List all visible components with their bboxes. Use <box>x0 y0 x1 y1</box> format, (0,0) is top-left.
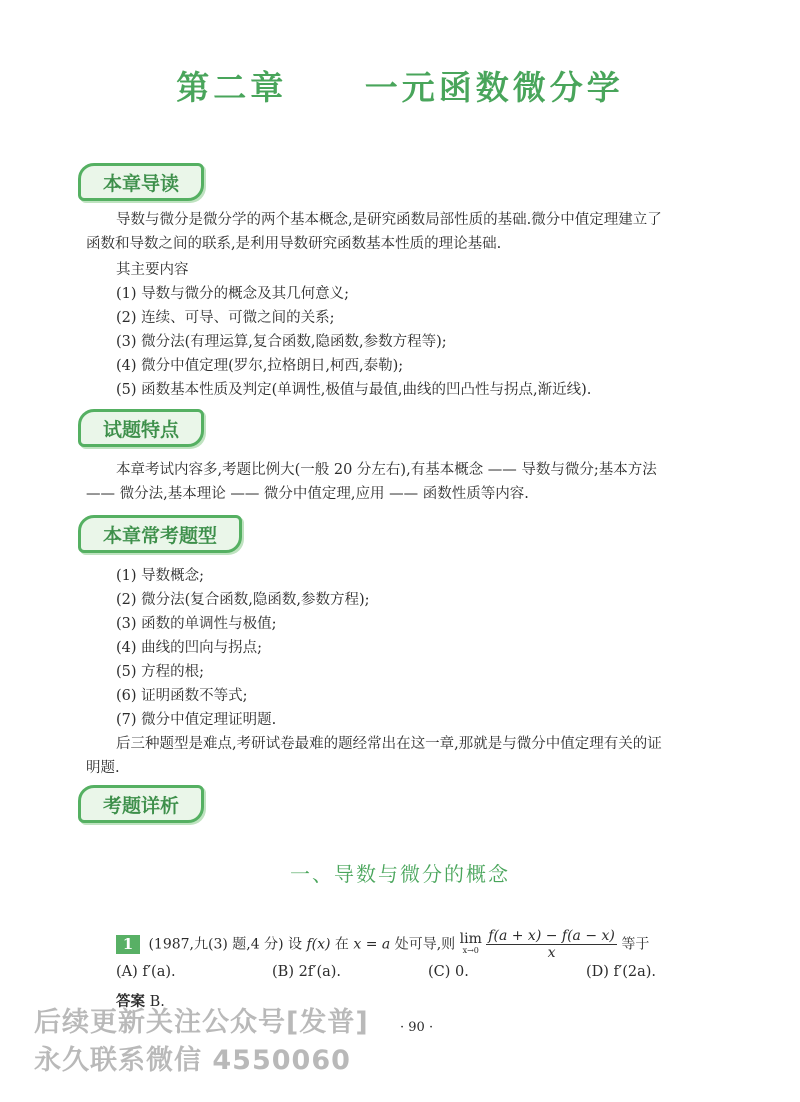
question-function: f(x) <box>306 936 331 953</box>
limit-label: lim <box>459 930 482 947</box>
section-heading: 一、导数与微分的概念 <box>290 862 510 886</box>
guide-item: (2) 连续、可导、可微之间的关系; <box>116 310 335 326</box>
types-note-line-1: 后三种题型是难点,考研试卷最难的题经常出在这一章,那就是与微分中值定理有关的证 <box>116 736 662 752</box>
banner-exam-features <box>78 410 204 446</box>
banner-label: 考题详析 <box>78 785 204 823</box>
answer-value: B. <box>149 994 165 1010</box>
question-tail: 等于 <box>621 936 650 953</box>
banner-label: 试题特点 <box>78 409 204 447</box>
type-item: (5) 方程的根; <box>116 664 205 680</box>
type-item: (3) 函数的单调性与极值; <box>116 616 277 632</box>
type-item: (6) 证明函数不等式; <box>116 688 248 704</box>
guide-item: (1) 导数与微分的概念及其几何意义; <box>116 286 350 302</box>
watermark-line-2: 永久联系微信 4550060 <box>34 1045 351 1076</box>
type-item: (1) 导数概念; <box>116 568 205 584</box>
banner-common-question-types <box>78 516 242 552</box>
guide-main-label: 其主要内容 <box>116 262 189 278</box>
limit-fraction <box>486 928 617 961</box>
question-condition: x = a <box>353 936 391 953</box>
guide-intro-line-2: 函数和导数之间的联系,是利用导数研究函数基本性质的理论基础. <box>86 236 502 252</box>
limit-subscript: x→0 <box>462 945 479 955</box>
question-text: 在 <box>334 936 349 953</box>
banner-question-analysis <box>78 786 204 822</box>
watermark-line-1: 后续更新关注公众号[发普] <box>34 1007 369 1038</box>
banner-label: 本章导读 <box>78 163 204 201</box>
chapter-title: 第二章 一元函数微分学 <box>176 68 624 107</box>
type-item: (4) 曲线的凹向与拐点; <box>116 640 263 656</box>
guide-intro-line-1: 导数与微分是微分学的两个基本概念,是研究函数局部性质的基础.微分中值定理建立了 <box>116 212 662 228</box>
option-a: (A) f′(a). <box>116 964 176 980</box>
type-item: (7) 微分中值定理证明题. <box>116 712 277 728</box>
features-line-2: —— 微分法,基本理论 —— 微分中值定理,应用 —— 函数性质等内容. <box>86 486 529 502</box>
types-note-line-2: 明题. <box>86 760 120 776</box>
banner-label: 本章常考题型 <box>78 515 242 553</box>
option-c: (C) 0. <box>428 964 469 980</box>
answer-label: 答案 <box>116 993 145 1010</box>
limit-operator <box>459 930 482 957</box>
fraction-numerator: f(a + x) − f(a − x) <box>488 928 615 944</box>
features-line-1: 本章考试内容多,考题比例大(一般 20 分左右),有基本概念 —— 导数与微分;基本方法 <box>116 462 657 478</box>
type-item: (2) 微分法(复合函数,隐函数,参数方程); <box>116 592 370 608</box>
fraction-denominator: x <box>547 945 556 961</box>
guide-item: (4) 微分中值定理(罗尔,拉格朗日,柯西,泰勒); <box>116 358 404 374</box>
page-number: · 90 · <box>400 1020 434 1035</box>
option-d: (D) f′(2a). <box>586 964 657 980</box>
question-number: 1 <box>116 935 140 954</box>
question-source: (1987,九(3) 题,4 分) 设 <box>148 936 302 953</box>
question-1 <box>116 928 649 961</box>
guide-item: (5) 函数基本性质及判定(单调性,极值与最值,曲线的凹凸性与拐点,渐近线). <box>116 382 592 398</box>
option-b: (B) 2f′(a). <box>272 964 342 980</box>
guide-item: (3) 微分法(有理运算,复合函数,隐函数,参数方程等); <box>116 334 447 350</box>
banner-chapter-guide <box>78 164 204 200</box>
question-text: 处可导,则 <box>394 936 456 953</box>
